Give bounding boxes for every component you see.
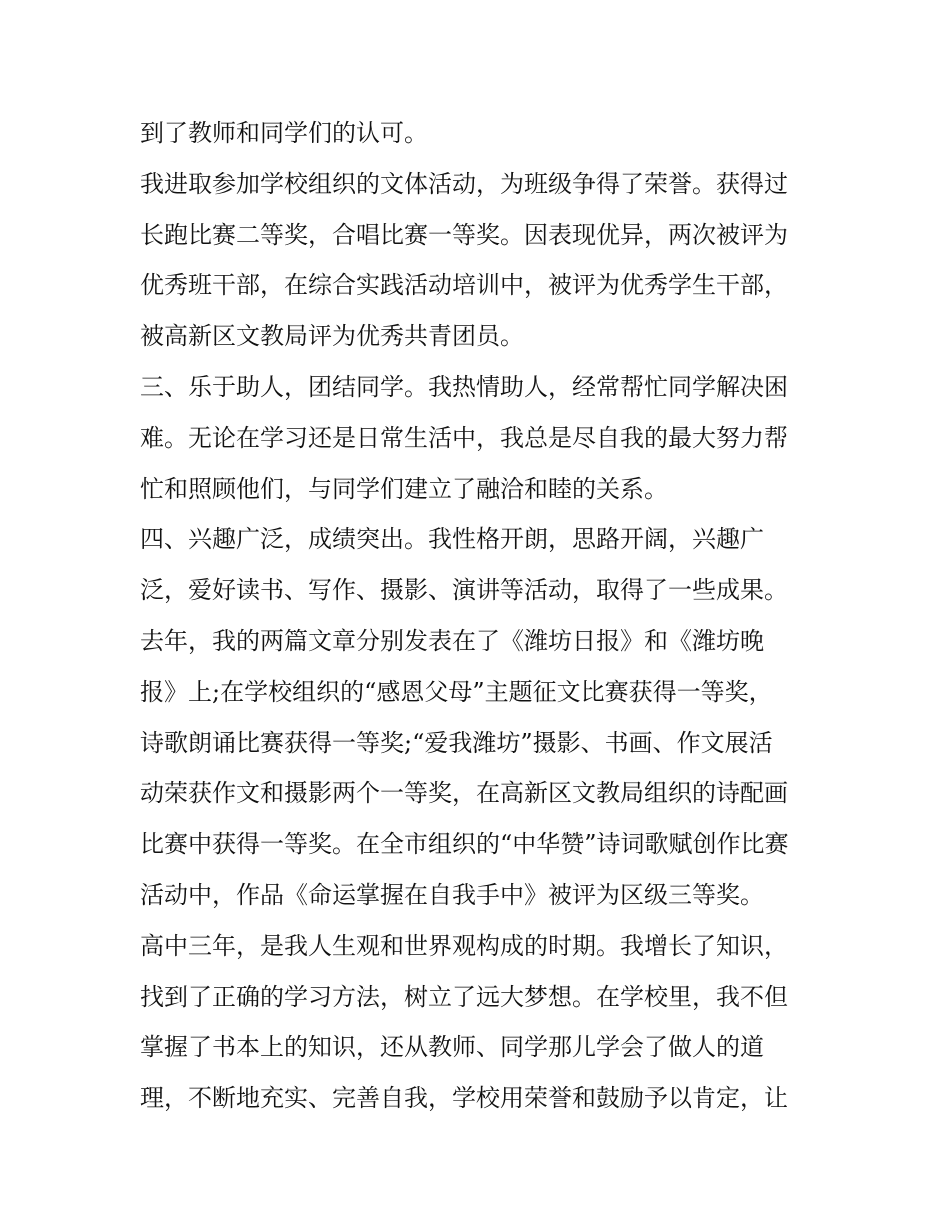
text-line: 诗歌朗诵比赛获得一等奖;“爱我潍坊”摄影、书画、作文展活 [140, 728, 773, 757]
text-line: 找到了正确的学习方法，树立了远大梦想。在学校里，我不但 [140, 982, 788, 1011]
text-line: 泛，爱好读书、写作、摄影、演讲等活动，取得了一些成果。 [140, 576, 788, 605]
text-line: 忙和照顾他们，与同学们建立了融洽和睦的关系。 [140, 474, 668, 503]
text-line: 被高新区文教局评为优秀共青团员。 [140, 322, 524, 351]
text-line: 四、兴趣广泛，成绩突出。我性格开朗，思路开阔，兴趣广 [140, 525, 764, 554]
text-line: 长跑比赛二等奖，合唱比赛一等奖。因表现优异，两次被评为 [140, 220, 788, 249]
text-line: 难。无论在学习还是日常生活中，我总是尽自我的最大努力帮 [140, 423, 788, 452]
text-line: 动荣获作文和摄影两个一等奖，在高新区文教局组织的诗配画 [140, 779, 788, 808]
text-line: 掌握了书本上的知识，还从教师、同学那儿学会了做人的道 [140, 1033, 764, 1062]
text-line: 我进取参加学校组织的文体活动，为班级争得了荣誉。获得过 [140, 169, 788, 198]
text-line: 报》上;在学校组织的“感恩父母”主题征文比赛获得一等奖， [140, 677, 773, 706]
body-text [140, 108, 820, 1124]
text-line: 去年，我的两篇文章分别发表在了《潍坊日报》和《潍坊晚 [140, 626, 764, 655]
text-line: 理，不断地充实、完善自我，学校用荣誉和鼓励予以肯定，让 [140, 1084, 788, 1113]
text-line: 高中三年，是我人生观和世界观构成的时期。我增长了知识， [140, 931, 788, 960]
text-line: 活动中，作品《命运掌握在自我手中》被评为区级三等奖。 [140, 880, 764, 909]
text-line: 三、乐于助人，团结同学。我热情助人，经常帮忙同学解决困 [140, 372, 788, 401]
text-line: 到了教师和同学们的认可。 [140, 119, 428, 147]
text-line: 优秀班干部，在综合实践活动培训中，被评为优秀学生干部， [140, 271, 788, 300]
text-line: 比赛中获得一等奖。在全市组织的“中华赞”诗词歌赋创作比赛 [140, 830, 789, 859]
